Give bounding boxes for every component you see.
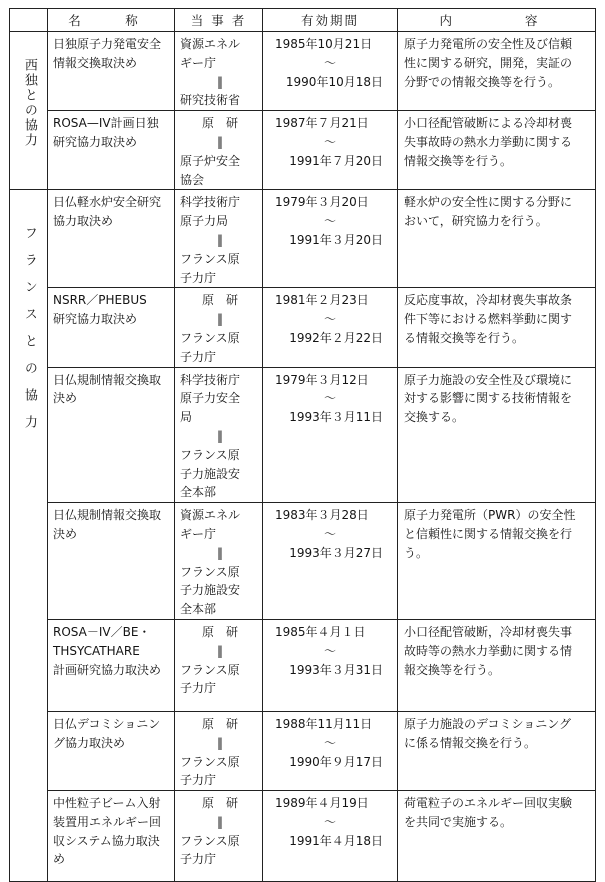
- party-cell: [175, 288, 263, 367]
- agreement-name-line: 日独原子力発電安全: [53, 37, 162, 51]
- party-cell: [175, 503, 263, 620]
- header-region: [10, 9, 48, 32]
- agreement-name-cell: [48, 503, 175, 620]
- period-cell: [263, 111, 398, 190]
- party-cell: [175, 32, 263, 111]
- content-cell: [398, 288, 596, 367]
- period-start: 1979年３月20日: [275, 195, 369, 210]
- party-line: 科学技術庁: [180, 372, 241, 387]
- party-cell: [175, 367, 263, 503]
- party-cell: [175, 711, 263, 790]
- header-row: [10, 9, 596, 32]
- content-line: 荷電粒子のエネルギー回収実験: [404, 796, 573, 811]
- party-line: 原子力安全: [180, 391, 241, 406]
- content-line: 報交換等を行う。: [404, 662, 501, 677]
- agreement-name-line: 日仏規制情報交換取: [53, 508, 162, 523]
- period-end: 1991年３月20日: [289, 232, 383, 247]
- header-name: 名 称: [48, 9, 175, 32]
- party-line: フランス原: [180, 447, 240, 462]
- party-divider-mark: ‖: [217, 74, 223, 89]
- agreement-name-line: グ協力取決め: [53, 735, 126, 750]
- content-line: 分野での情報交換等を行う。: [404, 74, 561, 89]
- period-start: 1989年４月19日: [275, 796, 369, 811]
- party-line: 子力庁: [180, 270, 217, 285]
- period-tilde: 〜: [323, 814, 336, 829]
- period-tilde: 〜: [323, 735, 336, 750]
- period-cell: [263, 367, 398, 503]
- period-cell: [263, 288, 398, 367]
- period-tilde: 〜: [323, 134, 336, 149]
- content-line: と信頼性に関する情報交換を行: [404, 526, 573, 541]
- party-line: 資源エネル: [180, 37, 241, 51]
- content-line: 小口径配管破断，冷却材喪失事: [404, 624, 573, 639]
- table-row: [10, 711, 596, 790]
- agreement-name-cell: [48, 32, 175, 111]
- content-line: 小口径配管破断による冷却材喪: [404, 116, 573, 131]
- content-line: を共同で実施する。: [404, 814, 513, 829]
- agreement-name-line: 情報交換取決め: [53, 55, 138, 70]
- party-divider-mark: ‖: [217, 232, 223, 247]
- content-line: 反応度事故，冷却材喪失事故条: [404, 293, 573, 308]
- agreement-name-line: 装置用エネルギー回: [53, 814, 162, 829]
- period-cell: [263, 619, 398, 711]
- content-line: おいて，研究協力を行う。: [404, 214, 548, 229]
- period-end: 1991年４月18日: [289, 833, 383, 848]
- content-line: に係る情報交換を行う。: [404, 735, 537, 750]
- party-divider-mark: ‖: [217, 735, 223, 750]
- table-row: [10, 619, 596, 711]
- party-line: 科学技術庁: [180, 195, 241, 210]
- party-line: 原子炉安全: [180, 153, 241, 168]
- content-cell: [398, 503, 596, 620]
- agreement-name-cell: [48, 190, 175, 288]
- agreement-name-line: ROSA—IV計画日独: [53, 116, 159, 131]
- table-body: [10, 32, 596, 882]
- content-line: 原子力施設の安全性及び環境に: [404, 372, 573, 387]
- content-line: る情報交換等を行う。: [404, 330, 525, 345]
- period-end: 1993年３月31日: [289, 662, 383, 677]
- table-row: [10, 503, 596, 620]
- party-line: ギー庁: [180, 55, 217, 70]
- agreement-name-line: め: [53, 852, 66, 867]
- agreement-name-line: 日仏デコミショニン: [53, 716, 161, 731]
- period-start: 1988年11月11日: [275, 716, 373, 731]
- content-cell: [398, 619, 596, 711]
- party-line: フランス原: [180, 662, 240, 677]
- table-row: [10, 791, 596, 882]
- agreement-name-line: 中性粒子ビーム入射: [53, 796, 161, 811]
- header-content: 内 容: [398, 9, 596, 32]
- party-line: 資源エネル: [180, 508, 241, 523]
- period-start: 1979年３月12日: [275, 372, 369, 387]
- agreement-name-line: THSYCATHARE: [53, 643, 140, 658]
- agreement-name-line: 研究協力取決め: [53, 134, 138, 149]
- table-row: [10, 367, 596, 503]
- party-line: フランス原: [180, 754, 240, 769]
- party-line: ギー庁: [180, 526, 217, 541]
- period-start: 1981年２月23日: [275, 293, 369, 308]
- agreement-name-cell: [48, 711, 175, 790]
- agreement-name-line: 研究協力取決め: [53, 312, 138, 327]
- party-line: フランス原: [180, 330, 240, 345]
- content-line: 情報交換等を行う。: [404, 153, 513, 168]
- content-line: 失事故時の熱水力挙動に関する: [404, 134, 573, 149]
- party-line: 原 研: [201, 116, 238, 131]
- party-divider-mark: ‖: [217, 814, 223, 829]
- party-divider-mark: ‖: [217, 134, 223, 149]
- party-line: 原 研: [201, 796, 238, 811]
- agreement-name-line: 決め: [53, 526, 78, 541]
- agreements-document: [9, 8, 595, 867]
- content-line: 件下等における燃料挙動に関す: [404, 312, 573, 327]
- content-line: 対する影響に関する技術情報を: [404, 391, 573, 406]
- table-row: [10, 190, 596, 288]
- period-cell: [263, 791, 398, 882]
- period-end: 1992年２月22日: [289, 330, 383, 345]
- agreement-name-line: 日仏軽水炉安全研究: [53, 195, 162, 210]
- party-line: 子力施設安: [180, 466, 241, 481]
- party-line: 研究技術省: [180, 93, 241, 108]
- period-tilde: 〜: [323, 391, 336, 406]
- party-line: 全本部: [180, 602, 217, 617]
- period-tilde: 〜: [323, 55, 336, 70]
- content-line: 故時等の熱水力挙動に関する情: [404, 643, 573, 658]
- content-cell: [398, 791, 596, 882]
- period-start: 1987年７月21日: [275, 116, 369, 131]
- period-end: 1991年７月20日: [289, 153, 383, 168]
- header-period: 有効期間: [263, 9, 398, 32]
- header-party: 当 事 者: [175, 9, 263, 32]
- period-start: 1985年10月21日: [275, 37, 373, 51]
- content-cell: [398, 711, 596, 790]
- party-line: 全本部: [180, 485, 217, 500]
- content-line: 軽水炉の安全性に関する分野に: [404, 195, 573, 210]
- party-line: 子力庁: [180, 681, 217, 696]
- agreements-table: [9, 8, 596, 882]
- agreement-name-cell: [48, 111, 175, 190]
- content-line: 性に関する研究，開発，実証の: [404, 55, 573, 70]
- agreement-name-cell: [48, 619, 175, 711]
- party-line: 局: [180, 410, 193, 425]
- party-line: 原 研: [201, 716, 238, 731]
- region-cell-west-germany: [10, 32, 48, 190]
- party-cell: [175, 619, 263, 711]
- region-cell-france: [10, 190, 48, 882]
- agreement-name-line: ROSA－IV／BE・: [53, 624, 151, 639]
- party-line: 子力施設安: [180, 583, 241, 598]
- content-line: 原子力発電所の安全性及び信頼: [404, 37, 573, 51]
- content-cell: [398, 190, 596, 288]
- table-row: [10, 111, 596, 190]
- period-cell: [263, 711, 398, 790]
- content-line: 原子力発電所（PWR）の安全性: [404, 508, 576, 523]
- period-end: 1990年９月17日: [289, 754, 383, 769]
- table-row: [10, 288, 596, 367]
- agreement-name-line: 日仏規制情報交換取: [53, 372, 162, 387]
- party-divider-mark: ‖: [217, 545, 223, 560]
- agreement-name-line: NSRR／PHEBUS: [53, 293, 147, 308]
- table-row: [10, 32, 596, 111]
- agreement-name-line: 収システム協力取決: [53, 833, 160, 848]
- party-divider-mark: ‖: [217, 428, 223, 443]
- period-cell: [263, 32, 398, 111]
- period-tilde: 〜: [323, 214, 336, 229]
- period-tilde: 〜: [323, 312, 336, 327]
- period-cell: [263, 503, 398, 620]
- region-label: フランスとの協力: [21, 226, 37, 443]
- content-line: う。: [404, 545, 429, 560]
- period-start: 1983年３月28日: [275, 508, 369, 523]
- period-end: 1993年３月27日: [289, 545, 383, 560]
- party-cell: [175, 791, 263, 882]
- party-line: フランス原: [180, 564, 240, 579]
- party-divider-mark: ‖: [217, 312, 223, 327]
- party-line: 子力庁: [180, 773, 217, 788]
- region-label: 西独との協力: [21, 58, 37, 148]
- agreement-name-cell: [48, 791, 175, 882]
- period-tilde: 〜: [323, 526, 336, 541]
- period-end: 1993年３月11日: [289, 410, 383, 425]
- party-divider-mark: ‖: [217, 643, 223, 658]
- agreement-name-line: 決め: [53, 391, 78, 406]
- period-cell: [263, 190, 398, 288]
- party-line: 原子力局: [180, 214, 229, 229]
- content-cell: [398, 32, 596, 111]
- party-line: 原 研: [201, 293, 238, 308]
- party-line: 子力庁: [180, 349, 217, 364]
- period-end: 1990年10月18日: [285, 74, 383, 89]
- party-line: フランス原: [180, 833, 240, 848]
- party-cell: [175, 111, 263, 190]
- period-start: 1985年４月１日: [275, 624, 366, 639]
- agreement-name-cell: [48, 367, 175, 503]
- agreement-name-cell: [48, 288, 175, 367]
- party-line: フランス原: [180, 251, 240, 266]
- agreement-name-line: 計画研究協力取決め: [53, 662, 162, 677]
- party-cell: [175, 190, 263, 288]
- party-line: 子力庁: [180, 852, 217, 867]
- content-line: 原子力施設のデコミショニング: [404, 716, 572, 731]
- party-line: 原 研: [201, 624, 238, 639]
- content-cell: [398, 367, 596, 503]
- agreement-name-line: 協力取決め: [53, 214, 114, 229]
- party-line: 協会: [180, 172, 205, 187]
- period-tilde: 〜: [323, 643, 336, 658]
- content-line: 交換する。: [404, 410, 465, 425]
- content-cell: [398, 111, 596, 190]
